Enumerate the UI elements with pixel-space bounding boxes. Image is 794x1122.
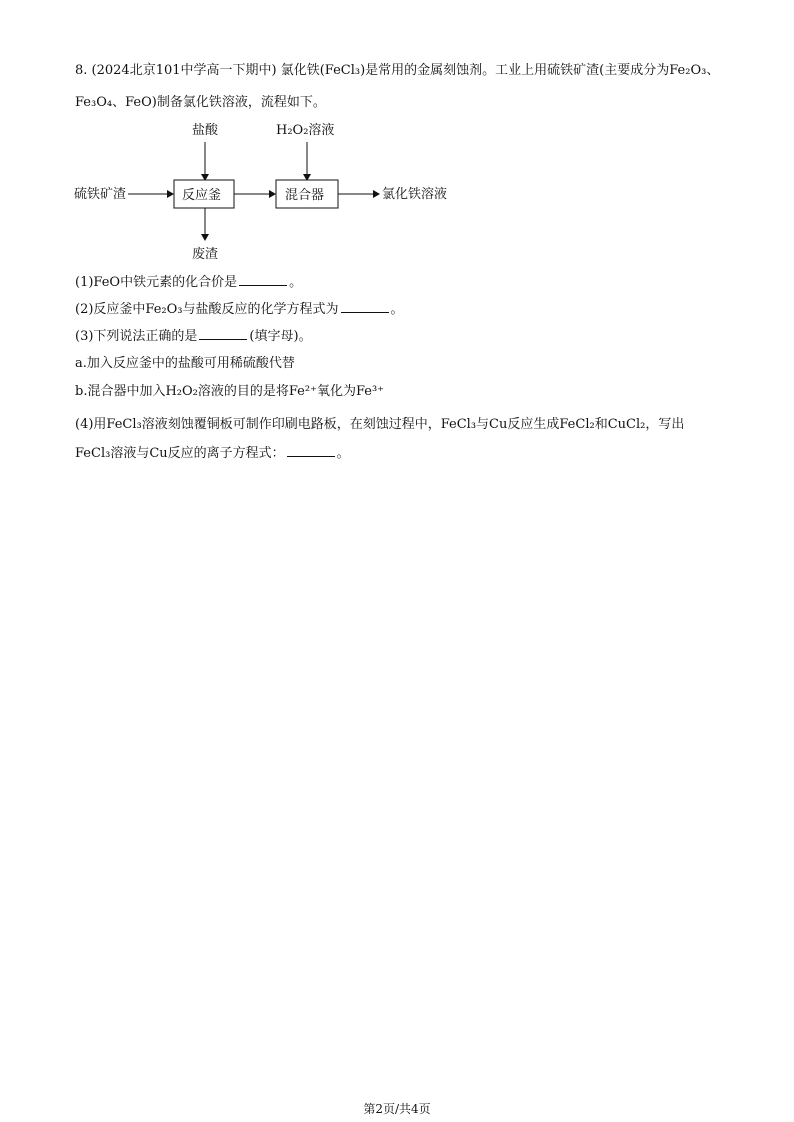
- page-footer: 第2页/共4页: [363, 1102, 431, 1116]
- part-1-text: (1)FeO中铁元素的化合价是: [75, 275, 238, 290]
- question-line-2: Fe₃O₄、FeO)制备氯化铁溶液，流程如下。: [75, 95, 326, 110]
- option-b: b.混合器中加入H₂O₂溶液的目的是将Fe²⁺氧化为Fe³⁺: [75, 384, 385, 399]
- question-line-1: 8. (2024北京101中学高一下期中) 氯化铁(FeCl₃)是常用的金属刻蚀剂。工业上用硫铁矿渣(主要成分为Fe₂O₃、: [75, 63, 720, 78]
- part-1-blank[interactable]: [239, 274, 287, 286]
- output-waste-residue: 废渣: [192, 247, 219, 262]
- part-3-blank[interactable]: [199, 328, 247, 340]
- output-ferric-chloride: 氯化铁溶液: [382, 187, 448, 202]
- arrow-output-head: [373, 190, 380, 198]
- option-a: a.加入反应釜中的盐酸可用稀硫酸代替: [75, 356, 295, 371]
- part-4-line-2: [75, 445, 350, 463]
- part-4-blank[interactable]: [287, 445, 335, 457]
- reactor-label: 反应釜: [182, 188, 222, 203]
- part-4-line-1: (4)用FeCl₃溶液刻蚀覆铜板可制作印刷电路板，在刻蚀过程中，FeCl₃与Cu反应生成FeCl₂和CuCl₂，写出: [75, 417, 685, 432]
- input-h2o2-solution: H₂O₂溶液: [276, 123, 335, 138]
- arrow-waste-head: [201, 234, 209, 241]
- part-2-blank[interactable]: [341, 301, 389, 313]
- part-1: [75, 274, 302, 292]
- arrow-reactor-mixer-head: [269, 190, 276, 198]
- part-1-end: 。: [289, 275, 303, 290]
- part-2: [75, 301, 404, 319]
- mixer-label: 混合器: [285, 188, 325, 203]
- part-2-end: 。: [390, 302, 404, 317]
- part-3-end: (填字母)。: [249, 329, 312, 344]
- part-3: [75, 328, 312, 346]
- part-3-text: (3)下列说法正确的是: [75, 329, 198, 344]
- process-flow-diagram: [70, 118, 470, 268]
- part-4-text: FeCl₃溶液与Cu反应的离子方程式：: [75, 446, 285, 461]
- part-4-end: 。: [336, 446, 350, 461]
- part-2-text: (2)反应釜中Fe₂O₃与盐酸反应的化学方程式为: [75, 302, 339, 317]
- arrow-slag-head: [167, 190, 174, 198]
- input-pyrite-slag: 硫铁矿渣: [74, 187, 127, 202]
- input-hydrochloric-acid: 盐酸: [192, 123, 219, 138]
